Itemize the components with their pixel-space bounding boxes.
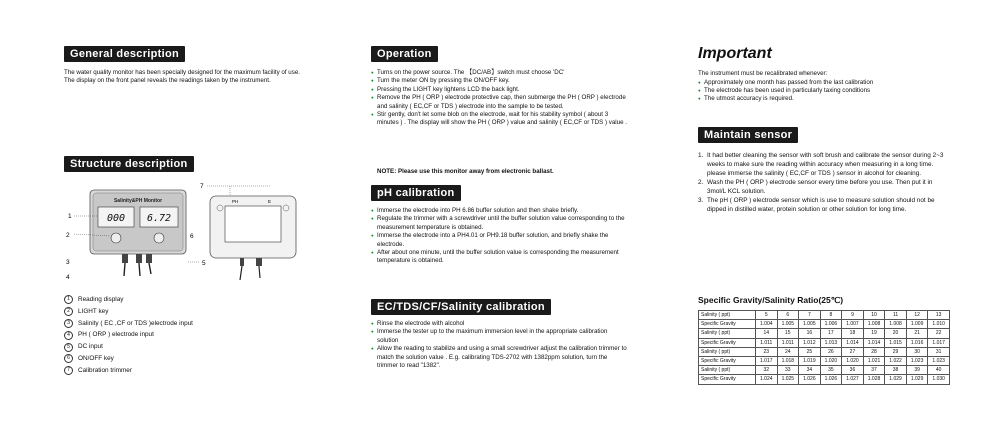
table-row-label: Salinity ( ppt) xyxy=(699,347,756,356)
list-item: ● The utmost accuracy is required. xyxy=(698,95,952,103)
callout-1: 1 xyxy=(68,213,72,220)
table-cell: 7 xyxy=(799,311,821,320)
table-cell: 31 xyxy=(928,347,950,356)
table-cell: 1.021 xyxy=(863,356,885,365)
callout-6: 6 xyxy=(190,233,194,240)
table-row-label: Salinity ( ppt) xyxy=(699,311,756,320)
table-row xyxy=(699,329,950,338)
table-cell: 1.008 xyxy=(863,320,885,329)
display-left-reading: 000 xyxy=(106,213,126,224)
legend-item: 4 PH ( ORP ) electrode input xyxy=(64,329,193,341)
table-row xyxy=(699,375,950,384)
list-item: ● Immerse the electrode into PH 6.86 buffer solution and then shake briefly. xyxy=(371,207,629,215)
list-item: 2. Wash the PH ( ORP ) electrode sensor every time before you use. Then put it in 3mol/L KCL solution. xyxy=(698,179,933,195)
list-item: ● Approximately one month has passed from the last calibration xyxy=(698,79,952,87)
table-cell: 1.006 xyxy=(820,320,842,329)
table-cell: 12 xyxy=(906,311,928,320)
table-cell: 14 xyxy=(756,329,778,338)
table-cell: 32 xyxy=(756,366,778,375)
table-cell: 1.016 xyxy=(906,338,928,347)
table-cell: 1.014 xyxy=(863,338,885,347)
table-cell: 34 xyxy=(799,366,821,375)
general-description-text: The water quality monitor has been specially designed for the maximum facility of use. The display on the front panel reveals the readings taken by the instrument. xyxy=(64,69,300,85)
legend-item: 6 ON/OFF key xyxy=(64,353,193,365)
list-item: ● Pressing the LIGHT key lightens LCD the back light. xyxy=(371,86,629,94)
table-cell: 1.026 xyxy=(799,375,821,384)
callout-7: 7 xyxy=(200,183,204,190)
table-row xyxy=(699,320,950,329)
table-cell: 35 xyxy=(820,366,842,375)
table-cell: 1.007 xyxy=(842,320,864,329)
important-list xyxy=(698,79,952,104)
table-cell: 5 xyxy=(756,311,778,320)
list-item: ● Immerse the electrode into a PH4.01 or PH9.18 buffer solution, and briefly shake the electrode. xyxy=(371,232,629,249)
table-cell: 33 xyxy=(777,366,799,375)
table-cell: 1.026 xyxy=(820,375,842,384)
table-cell: 20 xyxy=(885,329,907,338)
table-cell: 15 xyxy=(777,329,799,338)
table-cell: 11 xyxy=(885,311,907,320)
callout-3: 3 xyxy=(66,259,70,266)
important-intro: The instrument must be recalibrated whenever: xyxy=(698,70,828,77)
table-cell: 27 xyxy=(842,347,864,356)
table-cell: 23 xyxy=(756,347,778,356)
table-cell: 19 xyxy=(863,329,885,338)
table-row-label: Specific Gravity xyxy=(699,338,756,347)
table-cell: 1.017 xyxy=(756,356,778,365)
table-cell: 9 xyxy=(842,311,864,320)
maintain-sensor-heading: Maintain sensor xyxy=(698,127,798,143)
table-cell: 1.011 xyxy=(756,338,778,347)
table-cell: 38 xyxy=(885,366,907,375)
specific-gravity-table xyxy=(698,310,950,385)
table-cell: 1.020 xyxy=(842,356,864,365)
table-cell: 1.015 xyxy=(885,338,907,347)
legend-item: 1 Reading display xyxy=(64,294,193,306)
table-cell: 25 xyxy=(799,347,821,356)
table-cell: 22 xyxy=(928,329,950,338)
light-key[interactable] xyxy=(111,233,121,243)
table-cell: 40 xyxy=(928,366,950,375)
table-row-label: Salinity ( ppt) xyxy=(699,366,756,375)
table-cell: 1.004 xyxy=(756,320,778,329)
list-item: ● After about one minute, until the buffer solution value is corresponding the measurement temperature is obtained. xyxy=(371,249,629,266)
table-row xyxy=(699,311,950,320)
table-cell: 29 xyxy=(885,347,907,356)
display-right-reading: 6.72 xyxy=(146,213,172,224)
back-label-ph: PH xyxy=(232,199,239,204)
device-name-label: Salinity&PH Monitor xyxy=(113,198,163,204)
callout-5: 5 xyxy=(202,260,206,267)
structure-description-heading: Structure description xyxy=(64,156,194,172)
ec-calibration-list xyxy=(371,320,629,370)
list-item: ● Stir gently, don't let some blob on the electrode, wait for his stability symbol ( about 3 minutes ) . The display will show the PH ( ORP ) value and salinity ( EC,CF or TDS ) value . xyxy=(371,111,629,128)
table-cell: 1.025 xyxy=(777,375,799,384)
maintain-sensor-list xyxy=(698,151,952,214)
table-cell: 1.020 xyxy=(820,356,842,365)
table-row xyxy=(699,347,950,356)
table-cell: 1.019 xyxy=(799,356,821,365)
table-cell: 1.017 xyxy=(928,338,950,347)
table-row xyxy=(699,356,950,365)
table-cell: 18 xyxy=(842,329,864,338)
table-cell: 1.029 xyxy=(906,375,928,384)
table-cell: 1.014 xyxy=(842,338,864,347)
on-off-key[interactable] xyxy=(154,233,164,243)
table-cell: 26 xyxy=(820,347,842,356)
device-diagram xyxy=(60,178,310,286)
table-row-label: Specific Gravity xyxy=(699,320,756,329)
callout-4: 4 xyxy=(66,274,70,281)
operation-heading: Operation xyxy=(371,46,438,62)
table-cell: 1.011 xyxy=(777,338,799,347)
table-cell: 17 xyxy=(820,329,842,338)
table-cell: 1.010 xyxy=(928,320,950,329)
callout-2: 2 xyxy=(66,232,70,239)
table-cell: 37 xyxy=(863,366,885,375)
table-cell: 1.022 xyxy=(885,356,907,365)
table-cell: 1.027 xyxy=(842,375,864,384)
table-cell: 1.009 xyxy=(906,320,928,329)
table-cell: 21 xyxy=(906,329,928,338)
list-item: ● Rinse the electrode with alcohol xyxy=(371,320,629,328)
table-row xyxy=(699,366,950,375)
list-item: ● Turns on the power source. The 【DC/AB】switch must choose 'DC' xyxy=(371,69,629,77)
legend-item: 2 LIGHT key xyxy=(64,306,193,318)
table-cell: 10 xyxy=(863,311,885,320)
table-cell: 1.018 xyxy=(777,356,799,365)
table-cell: 1.023 xyxy=(906,356,928,365)
structure-legend xyxy=(64,294,193,377)
table-cell: 28 xyxy=(863,347,885,356)
general-description-heading: General description xyxy=(64,46,185,62)
table-cell: 1.012 xyxy=(799,338,821,347)
list-item: 3. The pH ( ORP ) electrode sensor which is use to measure solution should not be dipped in distilled water, protein solution or other solution for long time. xyxy=(698,197,935,213)
list-item: ● Remove the PH ( ORP ) electrode protective cap, then submerge the PH ( ORP ) electrode and salinity ( EC,CF or TDS ) electrode into the sample to be tested. xyxy=(371,94,629,111)
table-row xyxy=(699,338,950,347)
table-cell: 1.028 xyxy=(863,375,885,384)
table-row-label: Specific Gravity xyxy=(699,375,756,384)
table-cell: 1.005 xyxy=(777,320,799,329)
table-cell: 1.029 xyxy=(885,375,907,384)
legend-item: 3 Salinity ( EC ,CF or TDS )electrode input xyxy=(64,318,193,330)
back-label-e: E xyxy=(268,199,272,204)
table-cell: 1.013 xyxy=(820,338,842,347)
table-cell: 1.005 xyxy=(799,320,821,329)
table-cell: 16 xyxy=(799,329,821,338)
list-item: ● Turn the meter ON by pressing the ON/OFF key. xyxy=(371,77,629,85)
table-row-label: Salinity ( ppt) xyxy=(699,329,756,338)
table-title: Specific Gravity/Salinity Ratio(25℃) xyxy=(698,295,844,305)
table-cell: 6 xyxy=(777,311,799,320)
table-cell: 30 xyxy=(906,347,928,356)
ec-calibration-heading: EC/TDS/CF/Salinity calibration xyxy=(371,299,551,315)
table-cell: 1.023 xyxy=(928,356,950,365)
table-cell: 1.030 xyxy=(928,375,950,384)
list-item: ● Allow the reading to stabilize and using a small screwdriver adjust the calibration trimmer to match the solution value . E.g. calibrating TDS-2702 with 1382ppm solution, turn the trimmer to read "1382". xyxy=(371,345,629,370)
table-cell: 8 xyxy=(820,311,842,320)
operation-note: NOTE: Please use this monitor away from electronic ballast. xyxy=(377,168,554,175)
table-row-label: Specific Gravity xyxy=(699,356,756,365)
table-cell: 24 xyxy=(777,347,799,356)
table-cell: 36 xyxy=(842,366,864,375)
legend-item: 5 DC input xyxy=(64,341,193,353)
table-cell: 13 xyxy=(928,311,950,320)
list-item: ● The electrode has been used in particularly taxing conditions xyxy=(698,87,952,95)
list-item: ● Regulate the trimmer with a screwdriver until the buffer solution value corresponding to the measurement temperature is obtained. xyxy=(371,215,629,232)
legend-item: 7 Calibration trimmer xyxy=(64,365,193,377)
operation-list xyxy=(371,69,629,128)
list-item: 1. It had better cleaning the sensor with soft brush and calibrate the sensor during 2~3 weeks to make sure the reading within accuracy when measuring in a long time. please immerse the salinity ( EC,CF or TDS ) sensor in alcohol for cleaning. xyxy=(698,152,944,177)
table-cell: 1.024 xyxy=(756,375,778,384)
table-cell: 39 xyxy=(906,366,928,375)
important-heading: Important xyxy=(698,45,772,62)
list-item: ● Immerse the tester up to the maximum immersion level in the appropriate calibration solution xyxy=(371,328,629,345)
ph-calibration-heading: pH calibration xyxy=(371,185,461,201)
table-cell: 1.008 xyxy=(885,320,907,329)
ph-calibration-list xyxy=(371,207,629,266)
